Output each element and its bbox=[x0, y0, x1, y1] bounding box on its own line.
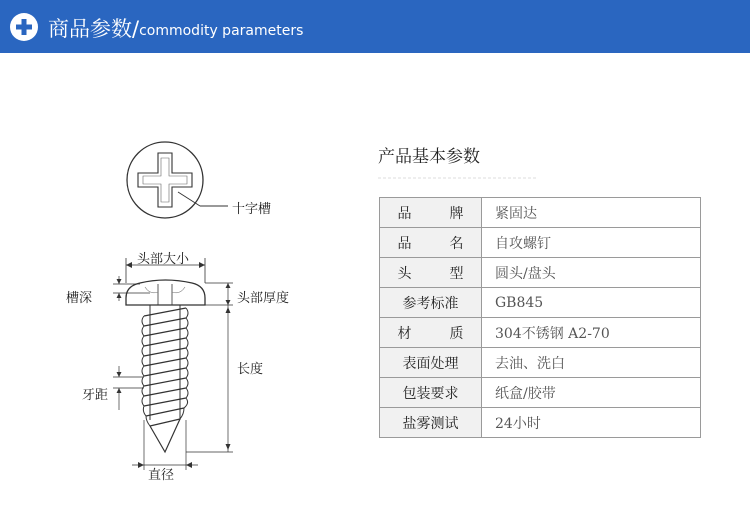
spec-key-text: 包装要求 bbox=[402, 385, 459, 402]
spec-value: 紧固达 bbox=[482, 198, 701, 228]
spec-key bbox=[380, 378, 482, 408]
label-thread-pitch: 牙距 bbox=[82, 388, 109, 403]
section-title-cn: 商品参数/ bbox=[48, 17, 140, 41]
spec-row bbox=[380, 318, 701, 348]
screw-tip bbox=[150, 419, 180, 452]
label-slot-depth: 槽深 bbox=[66, 291, 93, 306]
screw-diagram bbox=[0, 0, 370, 521]
spec-subtitle-decoration bbox=[378, 173, 578, 183]
spec-key bbox=[380, 198, 482, 228]
spec-key bbox=[380, 318, 482, 348]
spec-value: 纸盒/胶带 bbox=[482, 378, 701, 408]
spec-value: 去油、洗白 bbox=[482, 348, 701, 378]
label-length: 长度 bbox=[237, 362, 264, 377]
label-cross-slot: 十字槽 bbox=[232, 202, 272, 217]
spec-key-text: 盐雾测试 bbox=[402, 415, 459, 432]
spec-key bbox=[380, 408, 482, 438]
spec-key-text: 表面处理 bbox=[402, 355, 459, 372]
spec-value: 304不锈钢 A2-70 bbox=[482, 318, 701, 348]
spec-value: 自攻螺钉 bbox=[482, 228, 701, 258]
spec-key-text: 品牌 bbox=[397, 205, 464, 222]
spec-row bbox=[380, 228, 701, 258]
label-diameter: 直径 bbox=[148, 468, 175, 483]
label-head-thickness: 头部厚度 bbox=[237, 291, 290, 306]
spec-key-text: 品名 bbox=[397, 235, 464, 252]
spec-key-text: 参考标准 bbox=[402, 295, 459, 312]
spec-value: 圆头/盘头 bbox=[482, 258, 701, 288]
spec-key bbox=[380, 228, 482, 258]
spec-key bbox=[380, 348, 482, 378]
spec-row bbox=[380, 258, 701, 288]
spec-table bbox=[379, 197, 701, 438]
label-head-size: 头部大小 bbox=[137, 252, 190, 267]
spec-key-text: 头型 bbox=[397, 265, 464, 282]
spec-row bbox=[380, 198, 701, 228]
spec-value: GB845 bbox=[482, 288, 701, 318]
spec-row bbox=[380, 408, 701, 438]
spec-row bbox=[380, 348, 701, 378]
spec-key bbox=[380, 258, 482, 288]
spec-value: 24小时 bbox=[482, 408, 701, 438]
cross-recess bbox=[138, 153, 192, 207]
spec-row bbox=[380, 378, 701, 408]
spec-key bbox=[380, 288, 482, 318]
spec-title: 产品基本参数 bbox=[378, 147, 480, 167]
spec-key-text: 材质 bbox=[397, 325, 464, 342]
section-title-en: commodity parameters bbox=[139, 23, 304, 39]
spec-row bbox=[380, 288, 701, 318]
